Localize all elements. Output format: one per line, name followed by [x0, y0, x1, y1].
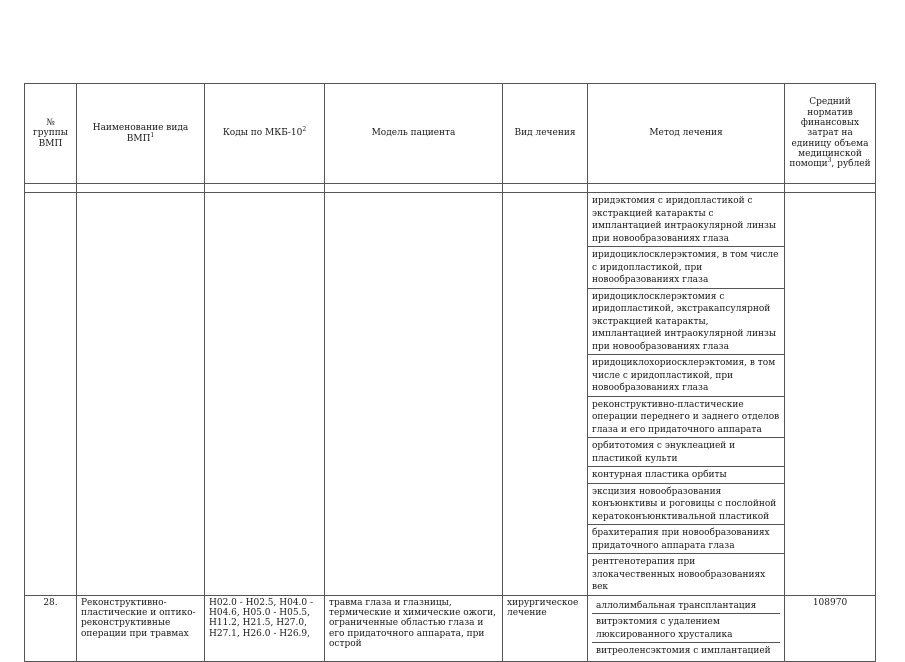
method-item: витрэктомия с удалением люксированного хрусталика	[592, 614, 780, 643]
method-item: аллолимбальная трансплантация	[592, 598, 780, 615]
method-item: орбитотомия с энуклеацией и пластикой культи	[588, 438, 784, 467]
method-item: эксцизия новообразования конъюнктивы и роговицы с послойной кератоконъюнктивальной пластикой	[588, 484, 784, 526]
method-item: иридоциклохориосклерэктомия, в том числе с иридопластикой, при новообразованиях глаза	[588, 355, 784, 397]
method-item: иридэктомия с иридопластикой с экстракцией катаракты с имплантацией интраокулярной линзы при новообразованиях глаза	[588, 193, 784, 247]
cell-patient-model: травма глаза и глазницы, термические и химические ожоги, ограниченные областью глаза и его придаточного аппарата, при острой	[325, 595, 503, 661]
cell-methods-continued	[588, 193, 785, 596]
methods-list	[592, 598, 780, 659]
cell-empty	[25, 193, 77, 596]
header-treatment-type: Вид лечения	[503, 84, 588, 184]
vmp-table	[24, 83, 876, 662]
header-cost-norm-tail: , рублей	[831, 159, 871, 170]
spacer-cell	[588, 184, 785, 193]
footnote-2: 2	[302, 126, 307, 134]
header-vmp-name	[77, 84, 205, 184]
cell-empty	[785, 193, 876, 596]
cell-group-no: 28.	[25, 595, 77, 661]
cell-empty	[205, 193, 325, 596]
footnote-1: 1	[150, 131, 155, 139]
spacer-cell	[25, 184, 77, 193]
table-row-28	[25, 595, 876, 661]
method-item: витреоленсэктомия с имплантацией	[596, 646, 771, 656]
cell-icd-codes: H02.0 - H02.5, H04.0 - H04.6, H05.0 - H05.5, H11.2, H21.5, H27.0, H27.1, H26.0 - H26.9,	[205, 595, 325, 661]
spacer-cell	[205, 184, 325, 193]
spacer-cell	[503, 184, 588, 193]
cell-treatment-type: хирургическое лечение	[503, 595, 588, 661]
header-cost-norm-text: Средний норматив финансовых затрат на единицу объема медицинской помощи	[789, 97, 869, 170]
cell-empty	[503, 193, 588, 596]
footnote-3: 3	[827, 157, 832, 165]
method-item: иридоциклосклерэктомия, в том числе с иридопластикой, при новообразованиях глаза	[588, 247, 784, 289]
method-item: рентгенотерапия при злокачественных новообразованиях век	[592, 557, 766, 592]
header-patient-model: Модель пациента	[325, 84, 503, 184]
table-header-row	[25, 84, 876, 184]
cell-cost: 108970	[785, 595, 876, 661]
method-item: реконструктивно-пластические операции переднего и заднего отделов глаза и его придаточного аппарата	[588, 397, 784, 439]
header-group-no: № группы ВМП	[25, 84, 77, 184]
methods-list	[588, 193, 784, 595]
spacer-cell	[325, 184, 503, 193]
cell-methods-28	[588, 595, 785, 661]
method-item: контурная пластика орбиты	[588, 467, 784, 484]
spacer-cell	[785, 184, 876, 193]
header-treatment-method: Метод лечения	[588, 84, 785, 184]
cell-empty	[77, 193, 205, 596]
spacer-cell	[77, 184, 205, 193]
header-spacer-row	[25, 184, 876, 193]
cell-vmp-name: Реконструктивно-пластические и оптико-реконструктивные операции при травмах	[77, 595, 205, 661]
method-item: иридоциклосклерэктомия с иридопластикой, экстракапсулярной экстракцией катаракты, имплантацией интраокулярной линзы при новообразованиях глаза	[588, 289, 784, 356]
header-icd-codes-text: Коды по МКБ-10	[222, 128, 303, 139]
table-row-continued	[25, 193, 876, 596]
method-item: брахитерапия при новообразованиях придаточного аппарата глаза	[588, 525, 784, 554]
header-vmp-name-text: Наименование вида ВМП	[92, 123, 189, 144]
header-cost-norm	[785, 84, 876, 184]
cell-empty	[325, 193, 503, 596]
header-icd-codes	[205, 84, 325, 184]
